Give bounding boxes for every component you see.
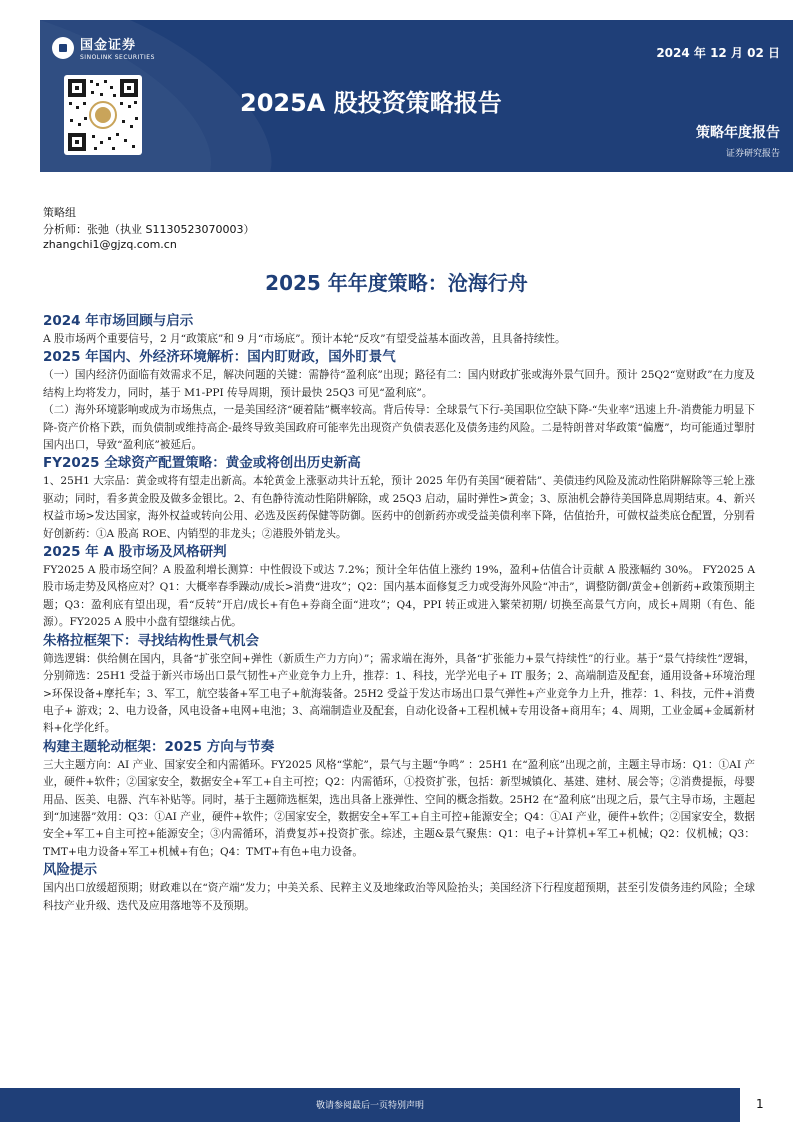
report-date: 2024 年 12 月 02 日 [656,46,780,60]
section-paragraph: 1、25H1 大宗品：黄金或将有望走出新高。本轮黄金上涨驱动共计五轮，预计 2025 年仍有美国“硬着陆”、美债违约风险及流动性陷阱解除等三轮上涨驱动；同时，看多黄金股及做多金银比。2、有色静待流动性陷阱解除，或 25Q3 启动，届时弹性>黄金；3、原油机会静待美国降息周期结束。4、新兴权益市场>发达国家，海外权益或转向公用、必选及医药保健等防御。医药中的创新药亦或受益美债利率下降，估值抬升，可做权益类底仓配置，分别看好创新药：①A 股高 ROE、内销型的非龙头；②港股外销龙头。 [43,475,755,540]
section-paragraph: （二）海外环境影响或成为市场焦点，一是美国经济“硬着陆”概率较高。背后传导：全球景气下行-美国职位空缺下降-“失业率”迅速上升-消费能力明显下降-资产价格下跌，而负债制或维持高企-最终导致美国政府可能率先出现资产负债表恶化及债务违约风险。二是特朗普对华政策“偏鹰”，均可能通过掣肘国内出口，导致“盈利底”被延后。 [43,404,755,452]
report-subtype: 证券研究报告 [725,149,780,159]
section-heading: 2024 年市场回顾与启示 [43,313,194,329]
section-heading: 风险提示 [43,862,97,879]
qr-code [64,75,142,155]
section-paragraph: A 股市场两个重要信号，2 月“政策底”和 9 月“市场底”。预计本轮“反攻”有望受益基本面改善，且具备持续性。 [43,333,566,345]
section-paragraph: 国内出口放缓超预期；财政难以在“资产端”发力；中美关系、民粹主义及地缘政治等风险抬头；美国经济下行程度超预期，甚至引发债务违约风险；全球科技产业升级、迭代及应用落地等不及预期。 [43,882,755,912]
analyst-name: 分析师：张弛（执业 S1130523070003） [43,223,255,236]
logo-name-cn: 国金证券 [80,38,137,53]
section-paragraph: 筛选逻辑：供给侧在国内，具备“扩张空间+弹性（新质生产力方向）”；需求端在海外，具备“扩张能力+景气持续性”的行业。基于“景气持续性”逻辑，分别筛选：25H1 受益于新兴市场出口景气韧性+产业竞争力上升，推荐：1、科技，光学光电子+ IT 服务；2、高端制造及配套，通用设备+环境治理>环保设备+摩托车；3、军工，航空装备+军工电子+航海装备。25H2 受益于发达市场出口景气弹性+产业竞争力上升，推荐：1、科技，元件+消费电子+ 游戏；2、电力设备，风电设备+电网+电池；3、高端制造业及配套，自动化设备+工程机械+专用设备+商用车；4、周期，工业金属+金属新材料+化学化纤。 [43,652,755,735]
analyst-group: 策略组 [43,206,76,219]
footer-notice: 敬请参阅最后一页特别声明 [315,1101,424,1111]
section-heading: FY2025 全球资产配置策略：黄金或将创出历史新高 [43,455,361,472]
main-title: 2025 年年度策略：沧海行舟 [265,271,528,295]
section-paragraph: （一）国内经济仍面临有效需求不足，解决问题的关键：需静待“盈利底”出现；路径有二：国内财政扩张或海外景气回升。预计 25Q2“宽财政”在力度及结构上均将发力，同时，基于 M1-PPI 传导周期，预计最快 25Q3 可见“盈利底”。 [43,369,755,399]
report-title: 2025A 股投资策略报告 [240,89,502,117]
report-kind: 策略年度报告 [696,125,780,141]
analyst-email[interactable]: zhangchi1@gjzq.com.cn [43,238,177,251]
logo-name-en: SINOLINK SECURITIES [80,54,155,61]
section-paragraph: 三大主题方向：AI 产业、国家安全和内需循环。FY2025 风格“掌舵”，景气与主题“争鸣” ：25H1 在“盈利底”出现之前，主题主导市场：Q1：①AI 产业，硬件+软件；②国家安全，数据安全+军工+自主可控；Q2：内需循环，①投资扩张，包括：新型城镇化、基建、建材、展会等；②消费提振，母婴用品、医美、电器、汽车补贴等。同时，基于主题筛选框架，选出具备上涨弹性、空间的概念指数。25H2 在“盈利底”出现之后，景气主导市场，主题起到“加速器”效用：Q3：①AI 产业，硬件+软件；②国家安全，数据安全+军工+自主可控+能源安全；Q4：①AI 产业，硬件+软件；②国家安全，数据安全+军工+自主可控+能源安全；③内需循环，消费复苏+投资扩张。综述，主题&景气聚焦：Q1：电子+计算机+军工+机械；Q2：仪机械；Q3：TMT+电力设备+军工+机械+有色；Q4：TMT+有色+电力设备。 [43,758,755,858]
section-heading: 朱格拉框架下：寻找结构性景气机会 [43,632,259,649]
section-heading: 2025 年国内、外经济环境解析：国内盯财政，国外盯景气 [43,349,396,366]
sinolink-logo-icon [52,37,74,59]
section-heading: 2025 年 A 股市场及风格研判 [43,544,227,561]
report-body [43,312,755,915]
company-logo [52,34,155,61]
page-number: 1 [756,1097,764,1111]
section-paragraph: FY2025 A 股市场空间？A 股盈利增长测算：中性假设下或达 7.2%；预计全年估值上涨约 19%，盈利+估值合计贡献 A 股涨幅约 30%。 FY2025 A 股市场走势及风格应对？Q1：大概率春季躁动/成长>消费“进攻”；Q2：国内基本面修复乏力或受海外风险“冲击”，调整防御/黄金+创新药+政策预期主题；Q3：盈利底有望出现，看“反转”开启/成长+有色+券商全面“进攻”；Q4，PPI 转正或进入繁荣初期/ 切换至高景气方向，成长+周期（有色、能源）。FY2025 A 股中小盘有望继续占优。 [43,564,755,629]
section-heading: 构建主题轮动框架：2025 方向与节奏 [43,738,275,755]
qr-code-icon [64,75,142,155]
